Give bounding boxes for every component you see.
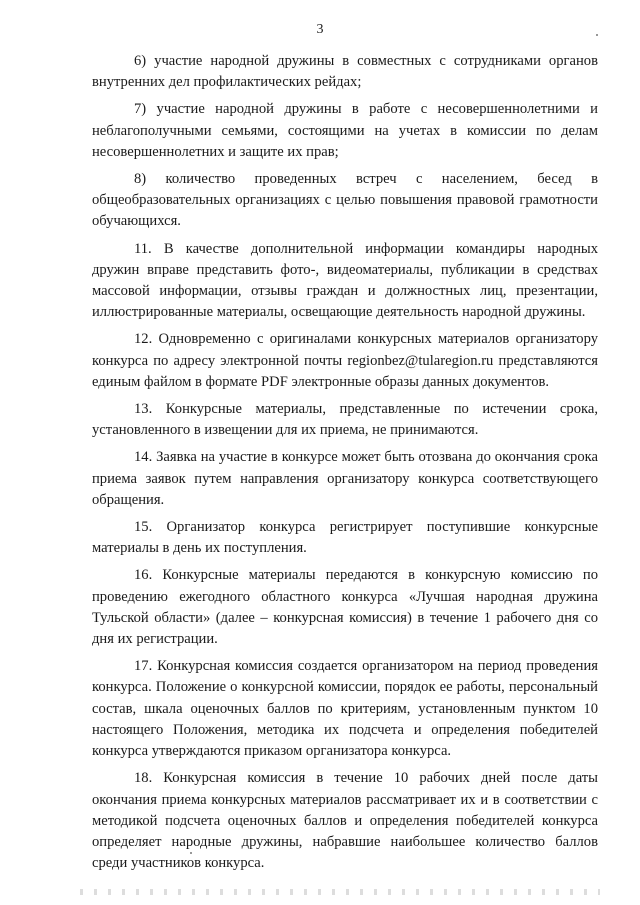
- paragraph-14: 14. Заявка на участие в конкурсе может быть отозвана до окончания срока приема заявок путем направления организатору конкурса соответствующего обращения.: [92, 449, 598, 508]
- paragraph-item-6: 6) участие народной дружины в совместных с сотрудниками органов внутренних дел профилактических рейдах;: [92, 53, 598, 91]
- paragraph-17: 17. Конкурсная комиссия создается организатором на период проведения конкурса. Положение о конкурсной комиссии, порядок ее работы, персональный состав, шкала оценочных баллов по критериям, установленным пунктом 10 настоящего Положения, методика их подсчета и определения победителей конкурса утверждаются приказом организатора конкурса.: [92, 658, 598, 760]
- paragraph-item-8: 8) количество проведенных встреч с населением, бесед в общеобразовательных организациях с целью повышения правовой грамотности обучающихся.: [92, 171, 598, 230]
- paragraph-11: 11. В качестве дополнительной информации командиры народных дружин вправе представить фото-, видеоматериалы, публикации в средствах массовой информации, отзывы граждан и должностных лиц, презентации, иллюстрированные материалы, освещающие деятельность народной дружины.: [92, 240, 598, 321]
- scan-speck: [596, 34, 598, 36]
- scan-artifact-footer: [80, 889, 600, 895]
- paragraph-12: 12. Одновременно с оригиналами конкурсных материалов организатору конкурса по адресу электронной почты regionbez@tularegion.ru представляются единым файлом в формате PDF электронные образы данных документов.: [92, 331, 598, 390]
- scan-speck: [190, 852, 192, 854]
- document-body: [92, 51, 598, 880]
- paragraph-item-7: 7) участие народной дружины в работе с несовершеннолетними и неблагополучными семьями, состоящими на учетах в комиссии по делам несовершеннолетних и защите их прав;: [92, 101, 598, 160]
- paragraph-15: 15. Организатор конкурса регистрирует поступившие конкурсные материалы в день их поступления.: [92, 519, 598, 557]
- paragraph-16: 16. Конкурсные материалы передаются в конкурсную комиссию по проведению ежегодного областного конкурса «Лучшая народная дружина Тульской области» (далее – конкурсная комиссия) в течение 1 рабочего дня со дня их регистрации.: [92, 567, 598, 648]
- paragraph-18: 18. Конкурсная комиссия в течение 10 рабочих дней после даты окончания приема конкурсных материалов рассматривает их и в соответствии с методикой подсчета оценочных баллов и определения победителей конкурса определяет народные дружины, набравшие наибольшее количество баллов среди участников конкурса.: [92, 770, 598, 872]
- paragraph-13: 13. Конкурсные материалы, представленные по истечении срока, установленного в извещении для их приема, не принимаются.: [92, 401, 598, 439]
- page-number: 3: [316, 22, 324, 37]
